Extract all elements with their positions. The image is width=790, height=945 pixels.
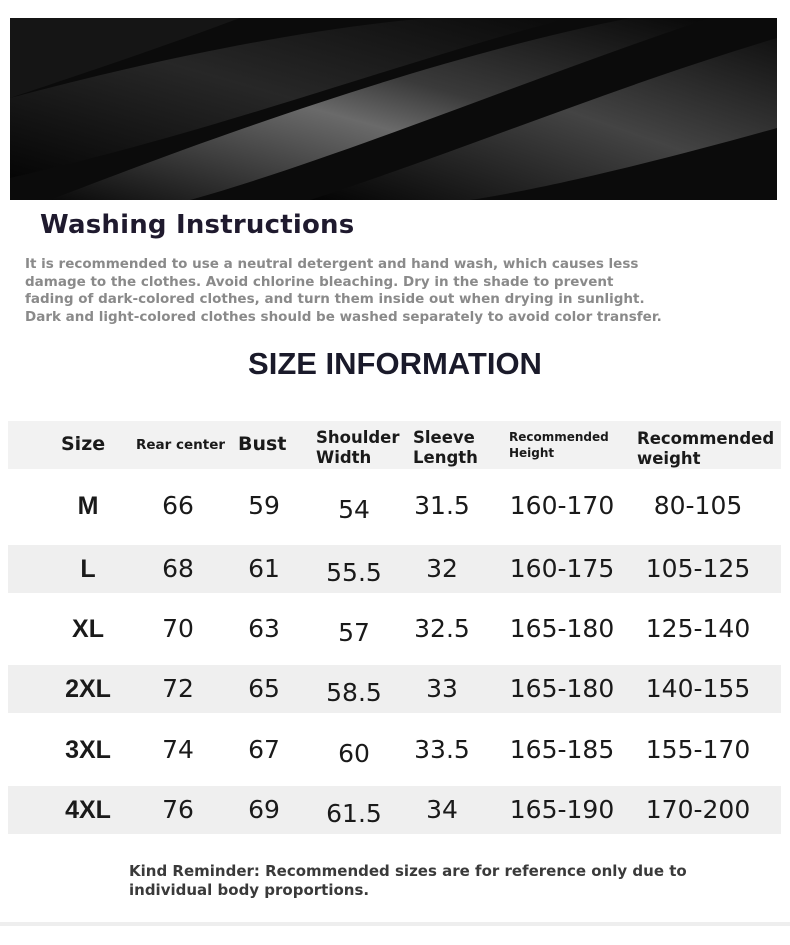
cell-weight: 80-105 (653, 491, 743, 520)
cell-bust: 63 (248, 614, 280, 643)
cell-size: 4XL (65, 796, 111, 824)
cell-rear-center: 68 (162, 554, 194, 583)
cell-height: 165-190 (509, 795, 615, 824)
header-sleeve-line2: Length (413, 448, 478, 467)
header-recommended-height (509, 429, 609, 461)
leather-fabric-photo (10, 18, 777, 200)
header-size: Size (61, 433, 106, 455)
cell-sleeve: 32 (426, 554, 458, 583)
table-row (8, 545, 781, 593)
cell-weight: 170-200 (645, 795, 751, 824)
cell-weight: 105-125 (645, 554, 751, 583)
cell-rear-center: 66 (162, 491, 194, 520)
header-weight-line1: Recommended (637, 429, 775, 448)
cell-sleeve: 33 (426, 674, 458, 703)
cell-weight: 125-140 (645, 614, 751, 643)
cell-size: 3XL (65, 736, 111, 764)
cell-rear-center: 72 (162, 674, 194, 703)
size-table-header (8, 421, 781, 469)
table-row (8, 665, 781, 713)
header-bust: Bust (238, 433, 287, 455)
cell-height: 160-175 (509, 554, 615, 583)
washing-instructions-text: It is recommended to use a neutral detergent and hand wash, which causes less damage to the clothes. Avoid chlorine bleaching. Dry in the shade to prevent fading of dark-colored clothes, and turn them inside out when drying in sunlight. Dark and light-colored clothes should be washed separately to avoid color transfer. (25, 256, 662, 325)
cell-bust: 61 (248, 554, 280, 583)
table-row (8, 786, 781, 834)
cell-shoulder: 54 (338, 495, 370, 524)
header-recommended-weight (637, 429, 774, 469)
cell-rear-center: 76 (162, 795, 194, 824)
table-row (8, 605, 781, 653)
header-height-line2: Height (509, 446, 555, 460)
cell-size: M (77, 492, 99, 520)
cell-bust: 67 (248, 735, 280, 764)
table-row (8, 482, 781, 530)
cell-shoulder: 60 (338, 739, 370, 768)
cell-shoulder: 57 (338, 618, 370, 647)
cell-rear-center: 70 (162, 614, 194, 643)
size-information-title: SIZE INFORMATION (248, 346, 542, 381)
cell-sleeve: 32.5 (414, 614, 470, 643)
cell-bust: 59 (248, 491, 280, 520)
header-sleeve-line1: Sleeve (413, 428, 475, 447)
footer-divider (0, 922, 790, 926)
cell-height: 165-180 (509, 674, 615, 703)
cell-sleeve: 34 (426, 795, 458, 824)
cell-height: 160-170 (509, 491, 615, 520)
header-rear-center: Rear center (136, 437, 226, 453)
cell-bust: 69 (248, 795, 280, 824)
cell-size: 2XL (65, 675, 111, 703)
cell-sleeve: 31.5 (414, 491, 470, 520)
cell-height: 165-185 (509, 735, 615, 764)
header-sleeve-length (413, 428, 478, 468)
cell-shoulder: 58.5 (326, 678, 382, 707)
leather-texture-image (10, 18, 777, 200)
cell-bust: 65 (248, 674, 280, 703)
cell-weight: 155-170 (645, 735, 751, 764)
table-row (8, 726, 781, 774)
cell-shoulder: 55.5 (326, 558, 382, 587)
cell-shoulder: 61.5 (326, 799, 382, 828)
header-shoulder-line1: Shoulder (316, 428, 400, 447)
cell-size: XL (72, 615, 104, 643)
kind-reminder-text: Kind Reminder: Recommended sizes are for reference only due to individual body proportions. (129, 862, 687, 899)
cell-size: L (80, 555, 96, 583)
cell-rear-center: 74 (162, 735, 194, 764)
header-shoulder-line2: Width (316, 448, 372, 467)
header-shoulder-width (316, 428, 400, 468)
cell-weight: 140-155 (645, 674, 751, 703)
washing-instructions-title: Washing Instructions (40, 210, 355, 240)
cell-height: 165-180 (509, 614, 615, 643)
header-weight-line2: weight (637, 449, 701, 468)
header-height-line1: Recommended (509, 430, 609, 444)
cell-sleeve: 33.5 (414, 735, 470, 764)
